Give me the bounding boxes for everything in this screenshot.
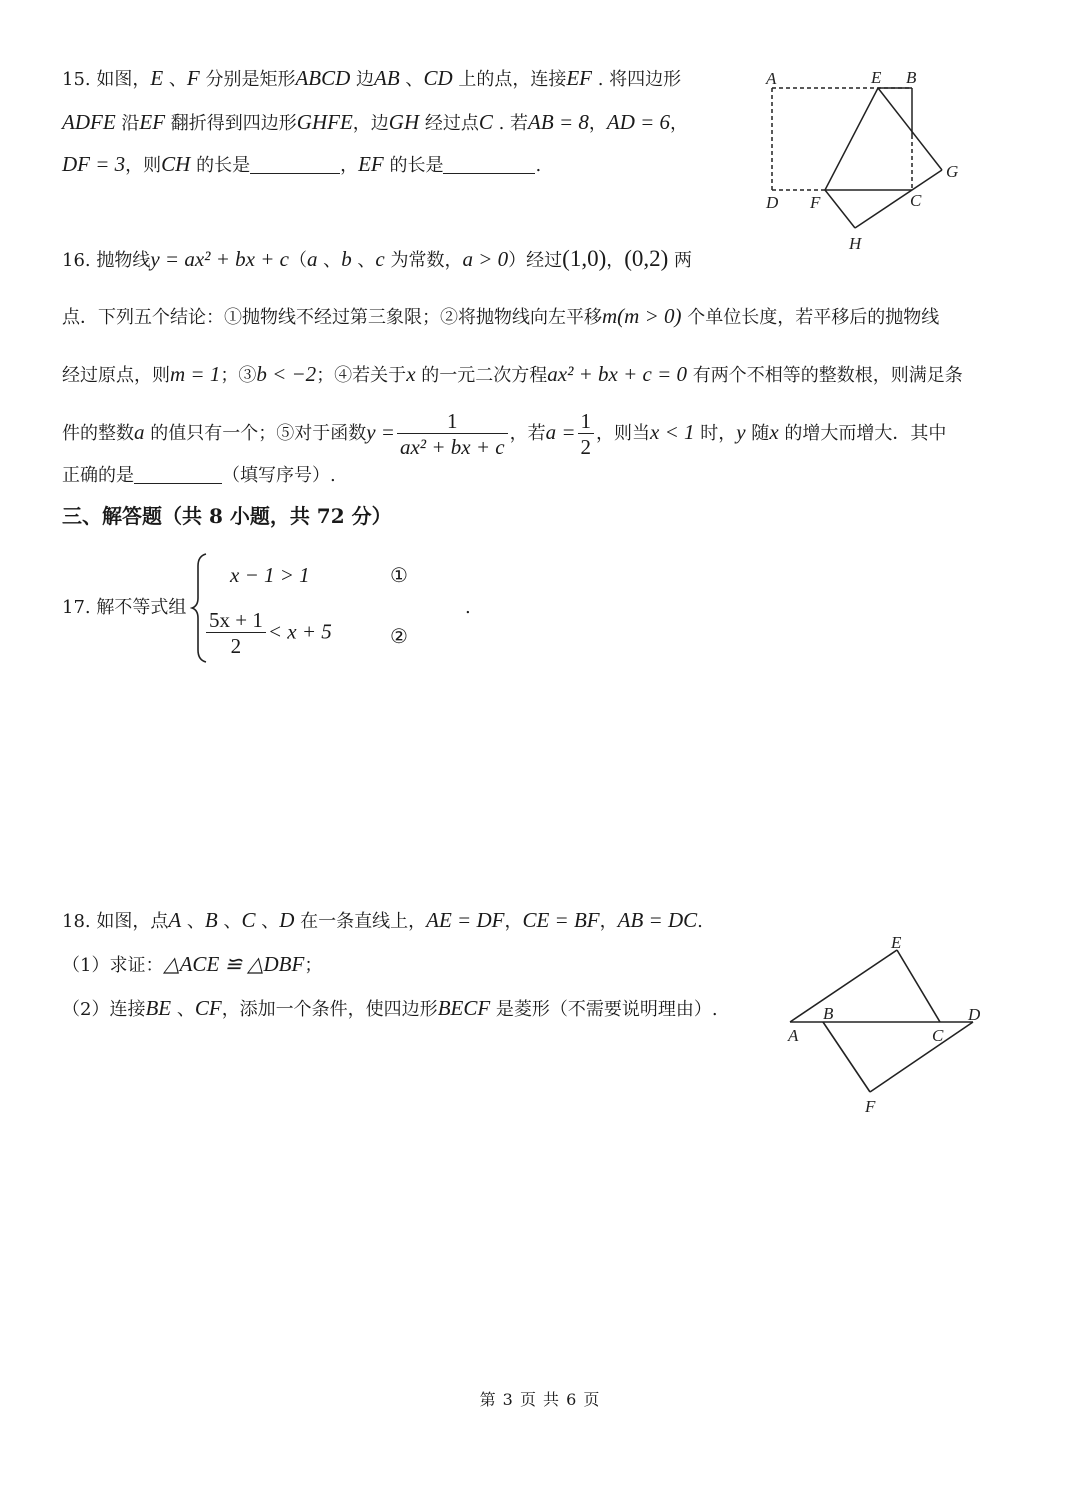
- q16-line-1: 16. 抛物线y = ax² + bx + c（a 、b 、c 为常数，a > 0）经过(1,0)，(0,2) 两: [62, 246, 693, 271]
- fig15-label-a: A: [766, 69, 777, 88]
- fraction-5x1: $\frac{5x + 1}{2}$: [206, 608, 266, 659]
- fig15-label-d: D: [766, 193, 779, 212]
- inequality-1: x − 1 > 1: [230, 563, 310, 587]
- fig15-label-b: B: [906, 68, 917, 87]
- page-number: 第 3 页 共 6 页: [479, 1390, 601, 1409]
- q17-label: 17. 解不等式组: [62, 597, 187, 618]
- fig18-edge-ae: [790, 950, 897, 1022]
- fig18-label-a: A: [788, 1026, 799, 1045]
- figure-18: [780, 930, 1000, 1120]
- inequality-2: $\frac{5x + 1}{2}$ < x + 5: [204, 608, 332, 659]
- figure-15: [760, 60, 970, 260]
- fig15-label-e: E: [871, 68, 882, 87]
- fig18-label-d: D: [968, 1005, 981, 1024]
- q16-line-4: 件的整数a 的值只有一个；⑤对于函数y = $\frac{1}{\text{ax² + bx + c}}$ ，若a = $\frac{1}{2}$ ，则当x < 1 时，y 随x 的增大而增大．其中: [62, 408, 947, 459]
- answer-blank-ef[interactable]: [443, 155, 535, 174]
- fig18-label-c: C: [932, 1026, 944, 1045]
- q15-line-3: DF = 3，则CH 的长是 ，EF 的长是 .: [62, 152, 542, 176]
- fig15-label-h: H: [849, 234, 862, 253]
- fig18-label-e: E: [891, 933, 902, 952]
- fig18-label-f: F: [865, 1097, 876, 1116]
- q15-line-2: ADFE 沿EF 翻折得到四边形GHFE，边GH 经过点C . 若AB = 8，AD = 6，: [62, 110, 689, 134]
- q16-line-3: 经过原点，则m = 1；③b < −2；④若关于x 的一元二次方程ax² + bx + c = 0 有两个不相等的整数根，则满足条: [62, 362, 963, 386]
- fig15-label-g: G: [946, 162, 959, 181]
- q16-line-2: 点．下列五个结论：①抛物线不经过第三象限；②将抛物线向左平移m(m > 0) 个单位长度，若平移后的抛物线: [62, 304, 940, 328]
- q16-line-5: 正确的是 （填写序号）.: [62, 465, 336, 486]
- answer-blank-16[interactable]: [134, 465, 222, 484]
- fig15-edge-hf: [825, 190, 855, 228]
- fig18-label-b: B: [823, 1004, 834, 1023]
- q18-part-1: （1）求证：△ACE ≌ △DBF；: [62, 952, 323, 976]
- fig18-edge-fb: [823, 1022, 870, 1092]
- marker-2: ②: [390, 624, 408, 648]
- answer-blank-ch[interactable]: [250, 155, 340, 174]
- q18-part-2: （2）连接BE 、CF，添加一个条件，使四边形BECF 是菱形（不需要说明理由）.: [62, 996, 718, 1020]
- fig15-edge-gh: [855, 170, 942, 228]
- fig15-label-c: C: [910, 191, 922, 210]
- section-heading: 三、解答题（共 8 小题，共 72 分）: [62, 504, 392, 528]
- fraction-half: $\frac{1}{2}$: [578, 409, 595, 460]
- fig15-edge-eg: [878, 88, 942, 170]
- marker-1: ①: [390, 563, 408, 587]
- fig18-edge-df: [870, 1022, 973, 1092]
- fraction-f: $\frac{1}{\text{ax² + bx + c}}$: [397, 409, 508, 460]
- q17-period: .: [465, 597, 471, 618]
- fig15-label-f: F: [810, 193, 821, 212]
- q18-line-1: 18. 如图，点A 、B 、C 、D 在一条直线上，AE = DF，CE = BF，AB = DC.: [62, 908, 703, 932]
- fig18-edge-ec: [897, 950, 940, 1022]
- fig15-fold-ef: [825, 88, 878, 190]
- q15-line-1: 15. 如图，E 、F 分别是矩形ABCD 边AB 、CD 上的点，连接EF . 将四边形: [62, 66, 682, 90]
